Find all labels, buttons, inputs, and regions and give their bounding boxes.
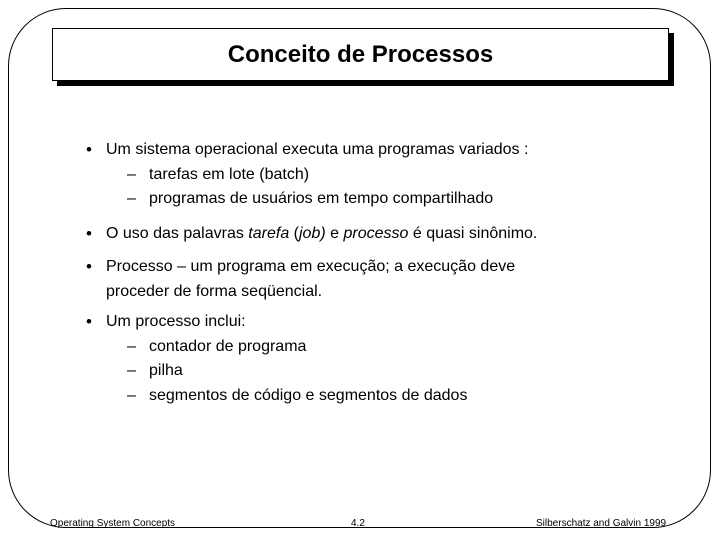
bullet-item-2	[86, 222, 646, 247]
dash-icon: –	[127, 165, 136, 183]
sub-item	[127, 384, 646, 409]
bullet-text-line-2: proceder de forma seqüencial.	[106, 282, 323, 300]
dash-icon: –	[127, 362, 136, 379]
bullet-text-line-1: Processo – um programa em execução; a execução deve	[106, 258, 516, 275]
italic-term: job)	[299, 225, 326, 242]
footer-page-number: 4.2	[351, 518, 365, 529]
bullet-dot-icon: •	[86, 140, 92, 159]
italic-term: processo	[343, 225, 409, 242]
sub-list	[127, 163, 646, 212]
sub-item-text: pilha	[149, 362, 183, 379]
sub-item	[127, 335, 646, 360]
bullet-text: Um sistema operacional executa uma programas variados :	[106, 141, 529, 158]
footer-copyright: Silberschatz and Galvin 1999	[536, 518, 667, 529]
slide-title: Conceito de Processos	[227, 40, 494, 68]
italic-term: tarefa	[248, 225, 290, 242]
bullet-item-4	[86, 310, 646, 408]
bullet-text: Um processo inclui:	[106, 313, 246, 330]
text-run: é quasi sinônimo.	[408, 225, 538, 242]
footer-book-title: Operating System Concepts	[50, 518, 176, 529]
bullet-dot-icon: •	[86, 257, 92, 276]
sub-item-text: programas de usuários em tempo compartilhado	[149, 190, 494, 207]
sub-list	[127, 335, 646, 409]
dash-icon: –	[127, 337, 136, 355]
dash-icon: –	[127, 386, 136, 404]
sub-item	[127, 163, 646, 188]
sub-item-text: contador de programa	[149, 337, 307, 355]
bullet-dot-icon: •	[86, 312, 92, 331]
bullet-dot-icon: •	[86, 224, 92, 243]
text-run: O uso das palavras	[106, 225, 249, 242]
bullet-text	[106, 222, 646, 247]
sub-item	[127, 187, 646, 212]
sub-item	[127, 359, 646, 384]
sub-item-text: segmentos de código e segmentos de dados	[149, 386, 468, 404]
dash-icon: –	[127, 190, 136, 207]
text-run: e	[325, 225, 344, 242]
sub-item-text: tarefas em lote (batch)	[149, 165, 310, 183]
bullet-item-1	[86, 138, 646, 212]
text-run: (	[289, 225, 299, 242]
bullet-item-3	[86, 255, 646, 304]
